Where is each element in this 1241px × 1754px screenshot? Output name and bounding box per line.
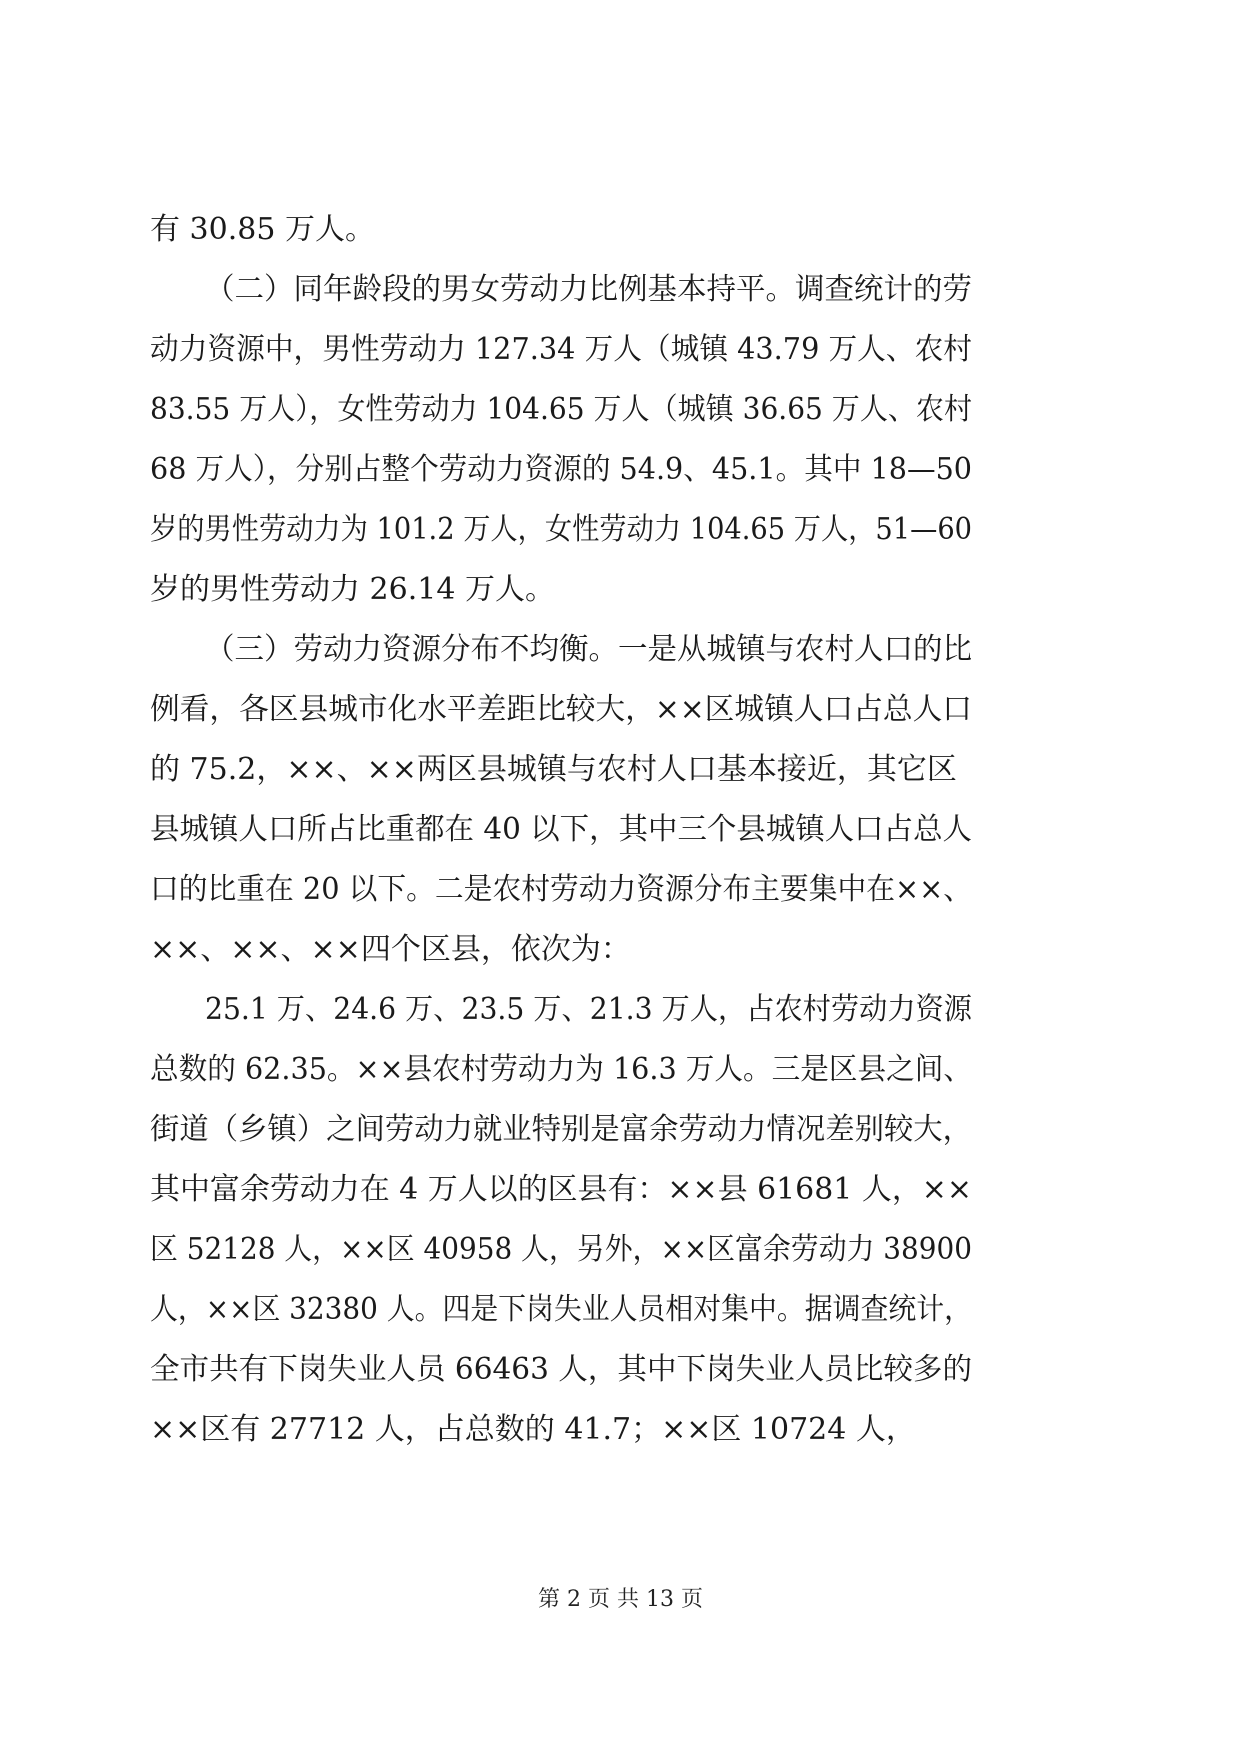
text-line	[0, 1100, 1241, 1160]
text-line	[0, 680, 1241, 740]
text-line	[0, 1040, 1241, 1100]
text-line	[0, 1220, 1241, 1280]
text-line	[0, 740, 1241, 800]
text-line	[0, 920, 1241, 980]
text-line-content: （三）劳动力资源分布不均衡。一是从城镇与农村人口的比	[205, 632, 972, 667]
text-line	[0, 500, 1241, 560]
text-line	[0, 1400, 1241, 1460]
text-line-content: 25.1 万、24.6 万、23.5 万、21.3 万人，占农村劳动力资源	[205, 992, 972, 1027]
text-line-content: 总数的 62.35。××县农村劳动力为 16.3 万人。三是区县之间、	[150, 1052, 972, 1087]
page-footer: 第 2 页 共 13 页	[538, 1587, 703, 1612]
text-line	[0, 440, 1241, 500]
text-line-content: 有 30.85 万人。	[150, 212, 375, 247]
text-line-content: 岁的男性劳动力 26.14 万人。	[150, 572, 555, 607]
text-line-content: （二）同年龄段的男女劳动力比例基本持平。调查统计的劳	[205, 272, 972, 307]
text-line-content: 动力资源中，男性劳动力 127.34 万人（城镇 43.79 万人、农村	[150, 332, 972, 367]
text-line-content: ××、××、××四个区县，依次为：	[150, 932, 631, 967]
text-line	[0, 620, 1241, 680]
text-line	[0, 980, 1241, 1040]
text-line	[0, 200, 1241, 260]
text-line	[0, 860, 1241, 920]
text-line-content: 口的比重在 20 以下。二是农村劳动力资源分布主要集中在××、	[150, 872, 972, 907]
text-line-content: ××区有 27712 人，占总数的 41.7；××区 10724 人，	[150, 1412, 916, 1447]
text-line-content: 83.55 万人），女性劳动力 104.65 万人（城镇 36.65 万人、农村	[150, 392, 972, 427]
text-line-content: 例看，各区县城市化水平差距比较大，××区城镇人口占总人口	[150, 692, 972, 727]
text-line-content: 街道（乡镇）之间劳动力就业特别是富余劳动力情况差别较大，	[150, 1112, 972, 1147]
text-line	[0, 1340, 1241, 1400]
text-line-content: 68 万人），分别占整个劳动力资源的 54.9、45.1。其中 18—50	[150, 452, 972, 487]
text-line-content: 的 75.2，××、××两区县城镇与农村人口基本接近，其它区	[150, 752, 957, 787]
text-line	[0, 1280, 1241, 1340]
text-line-content: 人，××区 32380 人。四是下岗失业人员相对集中。据调查统计，	[150, 1292, 972, 1327]
text-line-content: 县城镇人口所占比重都在 40 以下，其中三个县城镇人口占总人	[150, 812, 972, 847]
text-line	[0, 1160, 1241, 1220]
text-line	[0, 380, 1241, 440]
text-line-content: 岁的男性劳动力为 101.2 万人，女性劳动力 104.65 万人，51—60	[150, 512, 972, 547]
text-line	[0, 800, 1241, 860]
text-line-content: 其中富余劳动力在 4 万人以的区县有：××县 61681 人，××	[150, 1172, 972, 1207]
text-line	[0, 560, 1241, 620]
text-line	[0, 260, 1241, 320]
text-line-content: 全市共有下岗失业人员 66463 人，其中下岗失业人员比较多的	[150, 1352, 972, 1387]
text-line-content: 区 52128 人，××区 40958 人，另外，××区富余劳动力 38900	[150, 1232, 972, 1267]
text-line	[0, 320, 1241, 380]
